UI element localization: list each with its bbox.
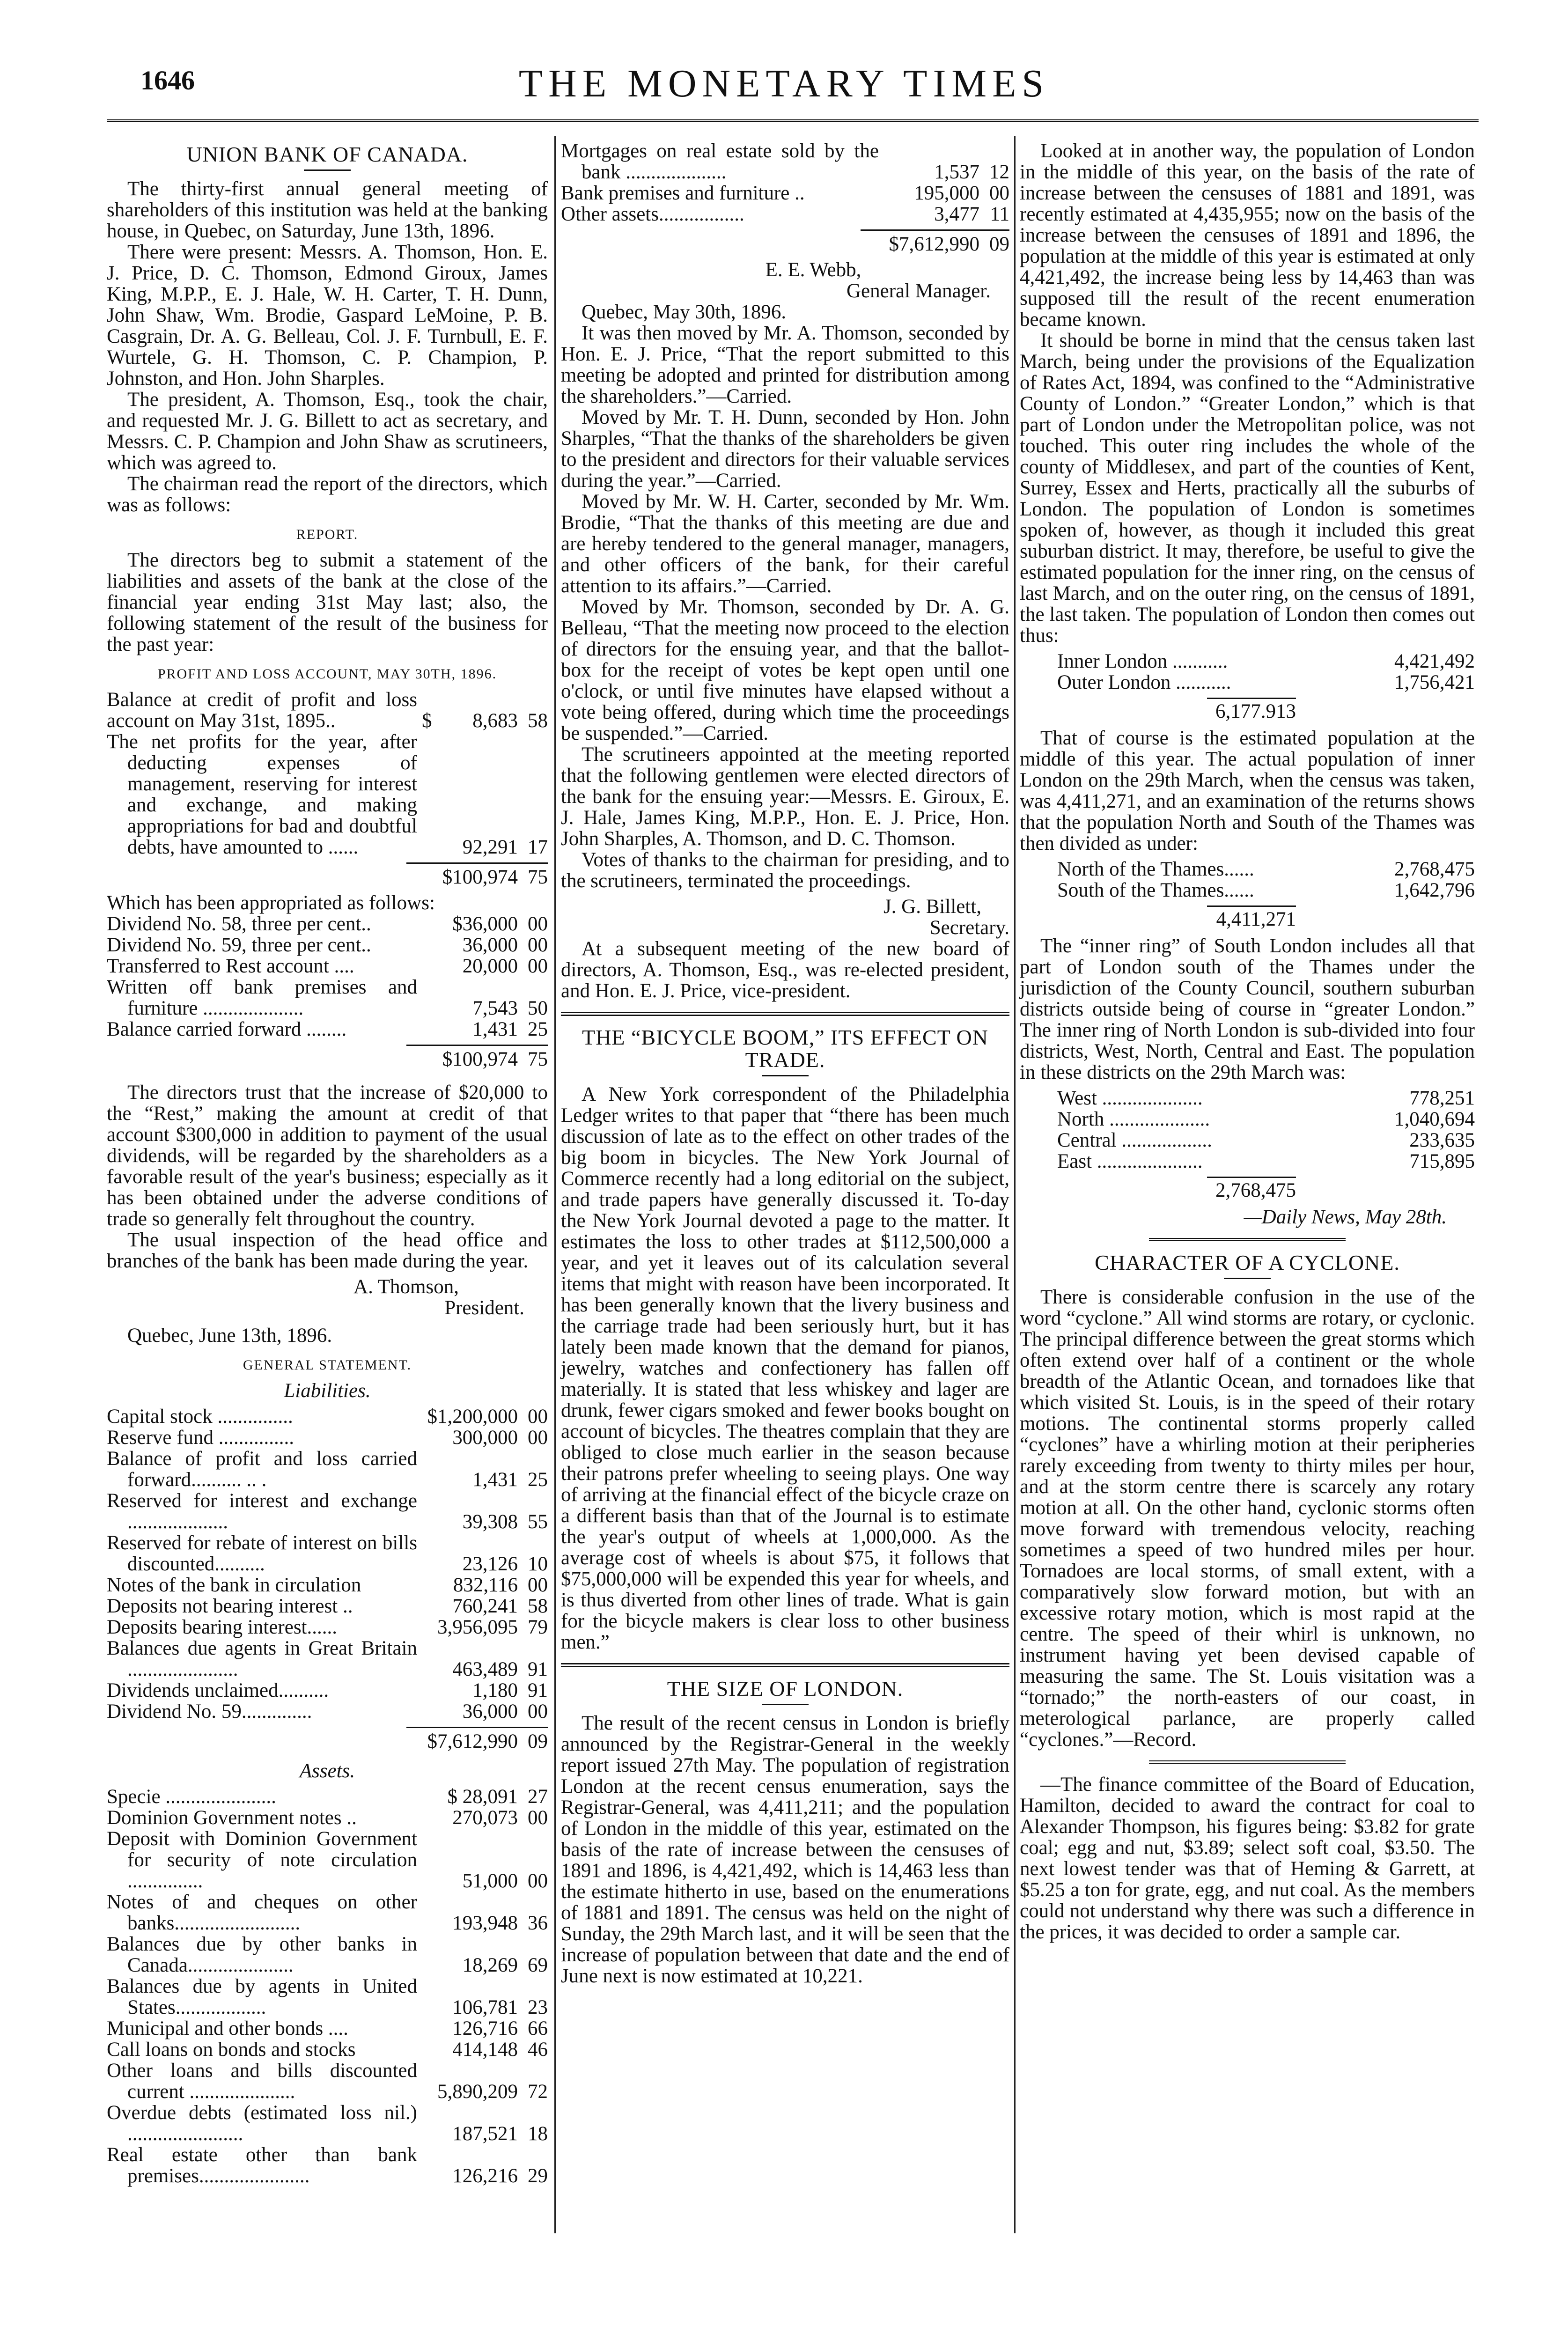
account-row	[561, 183, 1009, 204]
section-heading: Assets.	[299, 1760, 355, 1782]
account-amount: 3,477	[934, 203, 979, 225]
population-table	[1057, 859, 1475, 901]
account-row	[107, 1786, 548, 1807]
account-cents: 29	[528, 2165, 548, 2187]
paragraph: The chairman read the report of the directors, which was as follows:	[107, 473, 548, 516]
account-cents: 79	[528, 1616, 548, 1638]
account-cents: 00	[528, 934, 548, 956]
account-row	[107, 731, 548, 858]
total-cents: 09	[989, 233, 1009, 255]
account-row	[107, 1828, 548, 1892]
account-cents: 58	[528, 710, 548, 732]
account-label: West ....................	[1057, 1087, 1203, 1109]
section-divider	[1149, 1760, 1346, 1764]
account-amount: 1,180	[472, 1679, 518, 1701]
account-cents: 00	[528, 1406, 548, 1428]
account-total	[406, 1727, 548, 1752]
paragraph: The directors beg to submit a statement of the liabilities and assets of the bank at the close of the financial year ending 31st May last; also, the following statement of the result of the business for the past year:	[107, 549, 548, 655]
account-row	[107, 1019, 548, 1040]
masthead-rule	[107, 119, 1479, 124]
account-label: South of the Thames......	[1057, 879, 1254, 901]
total-amount: $7,612,990	[889, 233, 979, 255]
assets-list	[561, 140, 1009, 225]
account-label: Dividends unclaimed..........	[107, 1679, 329, 1701]
total-cents: 75	[528, 866, 548, 888]
account-label: Dominion Government notes ..	[107, 1807, 357, 1829]
account-amount: 715,895	[1409, 1150, 1475, 1172]
signature-title: Secretary.	[929, 917, 1009, 939]
signature-title: General Manager.	[846, 280, 991, 302]
account-cents: 00	[528, 913, 548, 935]
account-label: East .....................	[1057, 1150, 1203, 1172]
column-rule	[554, 136, 556, 2233]
account-row	[107, 2039, 548, 2060]
account-amount: 187,521	[452, 2123, 518, 2145]
signature-title: President.	[444, 1297, 524, 1319]
account-label: Written off bank premises and furniture ....................	[107, 976, 417, 1019]
account-label: Balance of profit and loss carried forward.......... .. .	[107, 1448, 417, 1491]
account-label: Call loans on bonds and stocks	[107, 2039, 356, 2061]
account-cents: 23	[528, 1996, 548, 2018]
account-total	[406, 862, 548, 888]
account-label: Central ..................	[1057, 1129, 1212, 1151]
account-cents: 00	[528, 1807, 548, 1829]
account-label: North ....................	[1057, 1108, 1210, 1130]
signature-name: A. Thomson,	[353, 1276, 459, 1298]
population-table	[1057, 651, 1475, 693]
account-cents: 25	[528, 1469, 548, 1491]
account-amount: 2,768,475	[1394, 858, 1475, 880]
account-row	[1057, 1130, 1475, 1151]
account-row	[107, 1934, 548, 1976]
account-row	[107, 1406, 548, 1427]
heading-rule	[762, 1704, 809, 1705]
page-number: 1646	[140, 65, 195, 96]
account-amount: 1,040,694	[1394, 1108, 1475, 1130]
heading-rule	[1224, 1278, 1271, 1279]
account-cents: 10	[528, 1553, 548, 1575]
section-divider	[561, 1012, 1009, 1016]
section-heading: GENERAL STATEMENT.	[243, 1357, 412, 1373]
account-row	[107, 1976, 548, 2018]
liabilities-list	[107, 1406, 548, 1722]
account-row	[107, 1490, 548, 1532]
paragraph: That of course is the estimated population at the middle of this year. The actual population of inner London on the 29th March, when the census was taken, was 4,411,271, and an examination of the returns shows that the population North and South of the Thames was then divided as under:	[1020, 727, 1475, 854]
account-row	[1057, 859, 1475, 880]
account-cents: 00	[989, 182, 1009, 204]
account-label: Dividend No. 59..............	[107, 1701, 312, 1723]
paragraph: The thirty-first annual general meeting of shareholders of this institution was held at the banking house, in Quebec, on Saturday, June 13th, 1896.	[107, 178, 548, 242]
account-row	[107, 1638, 548, 1680]
paragraph: Moved by Mr. Thomson, seconded by Dr. A. G. Belleau, “That the meeting now proceed to the election of directors for the ensuing year, and that the ballot-box for the receipt of votes be kept open until one o'clock, or until five minutes have elapsed without a vote being offered, during which time the proceedings be suspended.”—Carried.	[561, 596, 1009, 744]
account-label: Municipal and other bonds ....	[107, 2017, 348, 2039]
account-amount: 463,489	[452, 1658, 518, 1680]
column-2	[561, 140, 1009, 1987]
account-cents: 27	[528, 1786, 548, 1808]
column-3	[1020, 140, 1475, 1943]
account-label: Notes of the bank in circulation	[107, 1574, 361, 1596]
account-row	[107, 2144, 548, 2186]
account-label: Balances due agents in Great Britain ......................	[107, 1637, 417, 1680]
account-amount: 39,308	[462, 1511, 518, 1533]
account-label: Reserved for interest and exchange ....................	[107, 1490, 417, 1533]
article-heading: UNION BANK OF CANADA.	[186, 142, 468, 166]
account-label: Bank premises and furniture ..	[561, 182, 805, 204]
account-amount: $1,200,000	[427, 1406, 518, 1428]
account-row	[107, 1680, 548, 1701]
account-label: Notes of and cheques on other banks.........................	[107, 1891, 417, 1934]
account-amount: $ 28,091	[447, 1786, 518, 1808]
account-row	[1057, 880, 1475, 901]
paragraph: There is considerable confusion in the use of the word “cyclone.” All wind storms are rotary, or cyclonic. The principal difference between the great storms which often extend over half of a continent or the whole breadth of the Atlantic Ocean, and tornadoes like that which visited St. Louis, is in the speed of their rotary motions. The continental storms properly called “cyclones” have a whirling motion at their peripheries rarely exceeding from twenty to thirty miles per hour, and at the storm centre there is scarcely any rotary motion at all. On the other hand, cyclonic storms often move forward with tremendous velocity, reaching sometimes a speed of two hundred miles per hour. Tornadoes are local storms, of small extent, with a comparatively slow forward motion, but with an excessive rotary motion, which is most rapid at the centre. The speed of their whirl is unknown, no instrument having yet been devised capable of measuring the same. The St. Louis visitation was a “tornado;” the north-easters of our coast, in meterological parlance, are properly called “cyclones.”—Record.	[1020, 1286, 1475, 1751]
account-label: Balance carried forward ........	[107, 1018, 347, 1040]
signature-name: J. G. Billett,	[883, 896, 981, 918]
masthead: THE MONETARY TIMES	[518, 62, 1050, 105]
account-label: Specie ......................	[107, 1786, 276, 1808]
account-amount: 1,431	[472, 1469, 518, 1491]
account-row	[107, 1532, 548, 1575]
account-row	[107, 1701, 548, 1722]
account-row	[561, 204, 1009, 225]
account-row	[107, 956, 548, 977]
account-amount: 126,216	[452, 2165, 518, 2187]
account-label: Dividend No. 59, three per cent..	[107, 934, 371, 956]
paragraph: It was then moved by Mr. A. Thomson, seconded by Hon. E. J. Price, “That the report submitted to this meeting be adopted and printed for distribution among the shareholders.”—Carried.	[561, 322, 1009, 407]
paragraph: The usual inspection of the head office and branches of the bank has been made during the year.	[107, 1229, 548, 1272]
population-table	[1057, 1088, 1475, 1172]
account-cents: 58	[528, 1595, 548, 1617]
account-amount: 778,251	[1409, 1087, 1475, 1109]
account-row	[107, 1575, 548, 1596]
source-credit: —Daily News, May 28th.	[1244, 1206, 1447, 1228]
population-total: 2,768,475	[1207, 1177, 1296, 1201]
account-amount: 18,269	[462, 1954, 518, 1976]
column-1	[107, 140, 548, 2186]
account-label: Deposit with Dominion Government for security of note circulation ...............	[107, 1828, 417, 1892]
heading-rule	[304, 169, 351, 171]
account-cents: 91	[528, 1658, 548, 1680]
account-amount: 300,000	[452, 1427, 518, 1449]
account-amount: 760,241	[452, 1595, 518, 1617]
account-row	[107, 913, 548, 935]
column-rule	[1014, 136, 1016, 2233]
account-row	[1057, 1088, 1475, 1109]
section-heading: REPORT.	[296, 527, 359, 542]
article-heading: CHARACTER OF A CYCLONE.	[1095, 1251, 1400, 1274]
account-label: North of the Thames......	[1057, 858, 1254, 880]
assets-list	[107, 1786, 548, 2186]
paragraph: At a subsequent meeting of the new board of directors, A. Thomson, Esq., was re-elected president, and Hon. E. J. Price, vice-president.	[561, 938, 1009, 1002]
paragraph: The directors trust that the increase of $20,000 to the “Rest,” making the amount at credit of that account $300,000 in addition to payment of the usual dividends, will be regarded by the shareholders as a favorable result of the year's business; especially as it has been obtained under the adverse conditions of trade so generally felt throughout the country.	[107, 1082, 548, 1230]
account-label: Reserved for rebate of interest on bills discounted..........	[107, 1532, 417, 1575]
paragraph: The president, A. Thomson, Esq., took the chair, and requested Mr. J. G. Billett to act as secretary, and Messrs. C. P. Champion and John Shaw as scrutineers, which was agreed to.	[107, 389, 548, 474]
account-label: Balance at credit of profit and loss account on May 31st, 1895..	[107, 689, 417, 732]
account-amount: 36,000	[462, 934, 518, 956]
paragraph: There were present: Messrs. A. Thomson, Hon. E. J. Price, D. C. Thomson, Edmond Giroux, James King, M.P.P., E. J. Hale, W. H. Carter, T. H. Dunn, John Shaw, Wm. Brodie, Gaspard LeMoine, P. B. Casgrain, Dr. A. G. Belleau, Col. J. F. Turnbull, E. F. Wurtele, G. H. Thomson, C. P. Champion, P. Johnston, and Hon. John Sharples.	[107, 241, 548, 390]
account-label: Balances due by agents in United States..................	[107, 1975, 417, 2018]
appropriation-intro: Which has been appropriated as follows:	[107, 892, 435, 914]
account-cents: 12	[989, 161, 1009, 183]
section-divider	[561, 1663, 1009, 1667]
paragraph: Looked at in another way, the population of London in the middle of this year, on the basis of the rate of increase between the censuses of 1881 and 1891, was recently estimated at 4,435,955; now on the basis of the increase between the censuses of 1891 and 1896, the population at the middle of this year is estimated at only 4,421,492, the increase being less by 14,463 than was supposed till the result of the recent enumeration became known.	[1020, 140, 1475, 331]
account-amount: 1,431	[472, 1018, 518, 1040]
account-label: Deposits bearing interest......	[107, 1616, 338, 1638]
heading-rule	[762, 1075, 809, 1076]
dateline: Quebec, June 13th, 1896.	[127, 1325, 332, 1347]
paragraph: The result of the recent census in London is briefly announced by the Registrar-General in the weekly report issued 27th May. The population of registration London at the recent census enumeration, says the Registrar-General, was 4,411,211; and the population of London in the middle of this year, estimated on the basis of the rate of increase between the censuses of 1891 and 1896, is 4,421,492, which is 14,463 less than the estimate hitherto in use, based on the enumerations of 1881 and 1891. The census was held on the night of Sunday, the 29th March last, and it will be seen that the increase of population between that date and the end of June next is now estimated at 10,221.	[561, 1712, 1009, 1987]
paragraph: —The finance committee of the Board of Education, Hamilton, decided to award the contract for coal to Alexander Thompson, his figures being: $3.82 for grate coal; egg and nut, $3.89; select soft coal, $3.50. The next lowest tender was that of Heming & Garrett, at $5.25 a ton for grate, egg, and nut coal. As the members could not understand why there was such a difference in the prices, it was decided to order a sample car.	[1020, 1774, 1475, 1943]
account-amount: 8,683	[472, 710, 518, 732]
account-label: Mortgages on real estate sold by the bank ....................	[561, 140, 879, 183]
account-label: Balances due by other banks in Canada.....................	[107, 1933, 417, 1976]
account-amount: 92,291	[462, 836, 518, 858]
account-label: Real estate other than bank premises......................	[107, 2144, 417, 2187]
article-heading: THE SIZE OF LONDON.	[667, 1677, 904, 1701]
account-cents: 46	[528, 2039, 548, 2061]
account-row	[107, 1617, 548, 1638]
account-cents: 00	[528, 955, 548, 977]
account-cents: 69	[528, 1954, 548, 1976]
account-cents: 91	[528, 1679, 548, 1701]
account-row	[107, 2102, 548, 2144]
population-total: 6,177.913	[1207, 698, 1296, 722]
paragraph: Moved by Mr. T. H. Dunn, seconded by Hon. John Sharples, “That the thanks of the shareholders be given to the president and directors for their valuable services during the year.”—Carried.	[561, 406, 1009, 492]
account-row	[107, 2018, 548, 2039]
total-amount: $100,974	[442, 1048, 518, 1070]
account-amount: 23,126	[462, 1553, 518, 1575]
account-label: The net profits for the year, after deducting expenses of management, reserving for interest and exchange, and making appropriations for bad and doubtful debts, have amounted to ......	[107, 731, 417, 858]
account-cents: 36	[528, 1912, 548, 1934]
account-amount: 193,948	[452, 1912, 518, 1934]
account-amount: 36,000	[462, 1701, 518, 1723]
account-amount: $36,000	[452, 913, 518, 935]
account-cents: 18	[528, 2123, 548, 2145]
paragraph: A New York correspondent of the Philadelphia Ledger writes to that paper that “there has been much discussion of late as to the effect on other trades of the big boom in bicycles. The New York Journal of Commerce recently had a long editorial on the subject, and trade papers have generally discussed it. To-day the New York Journal devoted a page to the matter. It estimates the loss to other trades at $112,500,000 a year, and yet it leaves out of its calculation several items that might with reason have been incorporated. It has been generally known that the livery business and the carriage trade had been seriously hurt, but it has lately been made known that the demand for pianos, jewelry, watches and confectionery has fallen off materially. It is stated that less whiskey and lager are drunk, fewer cigars smoked and fewer books bought on account of bicycles. The theatres complain that they are obliged to close much earlier in the season because their patrons prefer wheeling to seeing plays. One way of arriving at the financial effect of the bicycle craze on a different basis than that of the Journal is to estimate the year's output of wheels at 1,000,000. As the average cost of wheels is about $75, it follows that $75,000,000 will be expended this year for wheels, and is thus diverted from other lines of trade. What is gain for the bicycle makers is clear loss to other business men.”	[561, 1083, 1009, 1653]
account-amount: 126,716	[452, 2017, 518, 2039]
paragraph: It should be borne in mind that the census taken last March, being under the provisions of the Equalization of Rates Act, 1894, was confined to the “Administrative County of London.” “Greater London,” which is that part of London under the Metropolitan police, was not touched. This outer ring includes the whole of the county of Middlesex, and part of the counties of Kent, Surrey, Essex and Herts, practically all the suburbs of London. The population of London is sometimes spoken of, however, as though it included this great suburban district. It may, therefore, be useful to give the estimated population for the inner ring, on the census of last March, and on the outer ring, on the census of 1891, the last taken. The population of London then comes out thus:	[1020, 330, 1475, 647]
account-amount: 20,000	[462, 955, 518, 977]
total-amount: $7,612,990	[427, 1730, 518, 1752]
account-amount: 1,537	[934, 161, 979, 183]
account-amount: 270,073	[452, 1807, 518, 1829]
appropriation-list	[107, 913, 548, 1040]
dollar-sign: $	[422, 710, 432, 732]
account-row	[1057, 651, 1475, 672]
signature-name: E. E. Webb,	[765, 259, 861, 281]
account-total	[406, 1045, 548, 1070]
account-label: Transferred to Rest account ....	[107, 955, 354, 977]
account-row	[561, 140, 1009, 183]
account-cents: 66	[528, 2017, 548, 2039]
account-label: Overdue debts (estimated loss nil.) .......................	[107, 2102, 417, 2145]
account-amount: 106,781	[452, 1996, 518, 2018]
account-cents: 72	[528, 2081, 548, 2103]
account-row	[1057, 1151, 1475, 1172]
account-amount: 1,642,796	[1394, 879, 1475, 901]
account-amount: 414,148	[452, 2039, 518, 2061]
account-amount: 233,635	[1409, 1129, 1475, 1151]
section-heading: PROFIT AND LOSS ACCOUNT, MAY 30TH, 1896.	[157, 666, 497, 682]
account-row	[107, 689, 548, 731]
account-label: Dividend No. 58, three per cent..	[107, 913, 371, 935]
account-amount: 7,543	[472, 997, 518, 1019]
dateline: Quebec, May 30th, 1896.	[582, 301, 787, 323]
account-row	[1057, 672, 1475, 693]
account-row	[107, 1807, 548, 1828]
account-cents: 00	[528, 1574, 548, 1596]
section-divider	[1149, 1238, 1346, 1241]
account-label: Other loans and bills discounted current .....................	[107, 2060, 417, 2103]
account-label: Other assets.................	[561, 203, 744, 225]
account-amount: 3,956,095	[437, 1616, 518, 1638]
total-cents: 75	[528, 1048, 548, 1070]
account-cents: 11	[990, 203, 1009, 225]
paragraph: Votes of thanks to the chairman for presiding, and to the scrutineers, terminated the proceedings.	[561, 849, 1009, 892]
account-amount: 1,756,421	[1394, 671, 1475, 693]
total-amount: $100,974	[442, 866, 518, 888]
account-cents: 00	[528, 1701, 548, 1723]
account-amount: 51,000	[462, 1870, 518, 1892]
account-row	[1057, 1109, 1475, 1130]
account-row	[107, 2060, 548, 2102]
account-label: Reserve fund ...............	[107, 1427, 294, 1449]
account-row	[107, 1892, 548, 1934]
account-label: Outer London ...........	[1057, 671, 1231, 693]
account-cents: 00	[528, 1870, 548, 1892]
account-row	[107, 935, 548, 956]
account-cents: 00	[528, 1427, 548, 1449]
account-row	[107, 977, 548, 1019]
account-amount: 832,116	[453, 1574, 518, 1596]
paragraph: The scrutineers appointed at the meeting reported that the following gentlemen were elected directors of the bank for the ensuing year:—Messrs. E. Giroux, E. J. Hale, James King, M.P.P., Hon. E. J. Price, Hon. John Sharples, A. Thomson, and D. C. Thomson.	[561, 744, 1009, 850]
account-amount: 5,890,209	[437, 2081, 518, 2103]
population-total: 4,411,271	[1207, 905, 1296, 930]
account-row	[107, 1596, 548, 1617]
account-label: Inner London ...........	[1057, 650, 1228, 672]
section-heading: Liabilities.	[284, 1380, 371, 1402]
account-cents: 50	[528, 997, 548, 1019]
account-cents: 55	[528, 1511, 548, 1533]
account-cents: 25	[528, 1018, 548, 1040]
account-cents: 17	[528, 836, 548, 858]
account-row	[107, 1448, 548, 1490]
account-amount: 195,000	[914, 182, 979, 204]
account-label: Deposits not bearing interest ..	[107, 1595, 353, 1617]
article-heading: THE “BICYCLE BOOM,” ITS EFFECT ON TRADE.	[582, 1025, 988, 1072]
paragraph: The “inner ring” of South London includes all that part of London south of the Thames under the jurisdiction of the County Council, southern suburban districts outside being of course in “greater London.” The inner ring of North London is sub-divided into four districts, West, North, Central and East. The population in these districts on the 29th March was:	[1020, 935, 1475, 1083]
account-amount: 4,421,492	[1394, 650, 1475, 672]
paragraph: Moved by Mr. W. H. Carter, seconded by Mr. Wm. Brodie, “That the thanks of this meeting are due and are hereby tendered to the general manager, managers, and other officers of the bank, for their careful attention to its affairs.”—Carried.	[561, 491, 1009, 597]
total-cents: 09	[528, 1730, 548, 1752]
account-row	[107, 1427, 548, 1448]
account-total	[861, 229, 1009, 255]
account-label: Capital stock ...............	[107, 1406, 293, 1428]
